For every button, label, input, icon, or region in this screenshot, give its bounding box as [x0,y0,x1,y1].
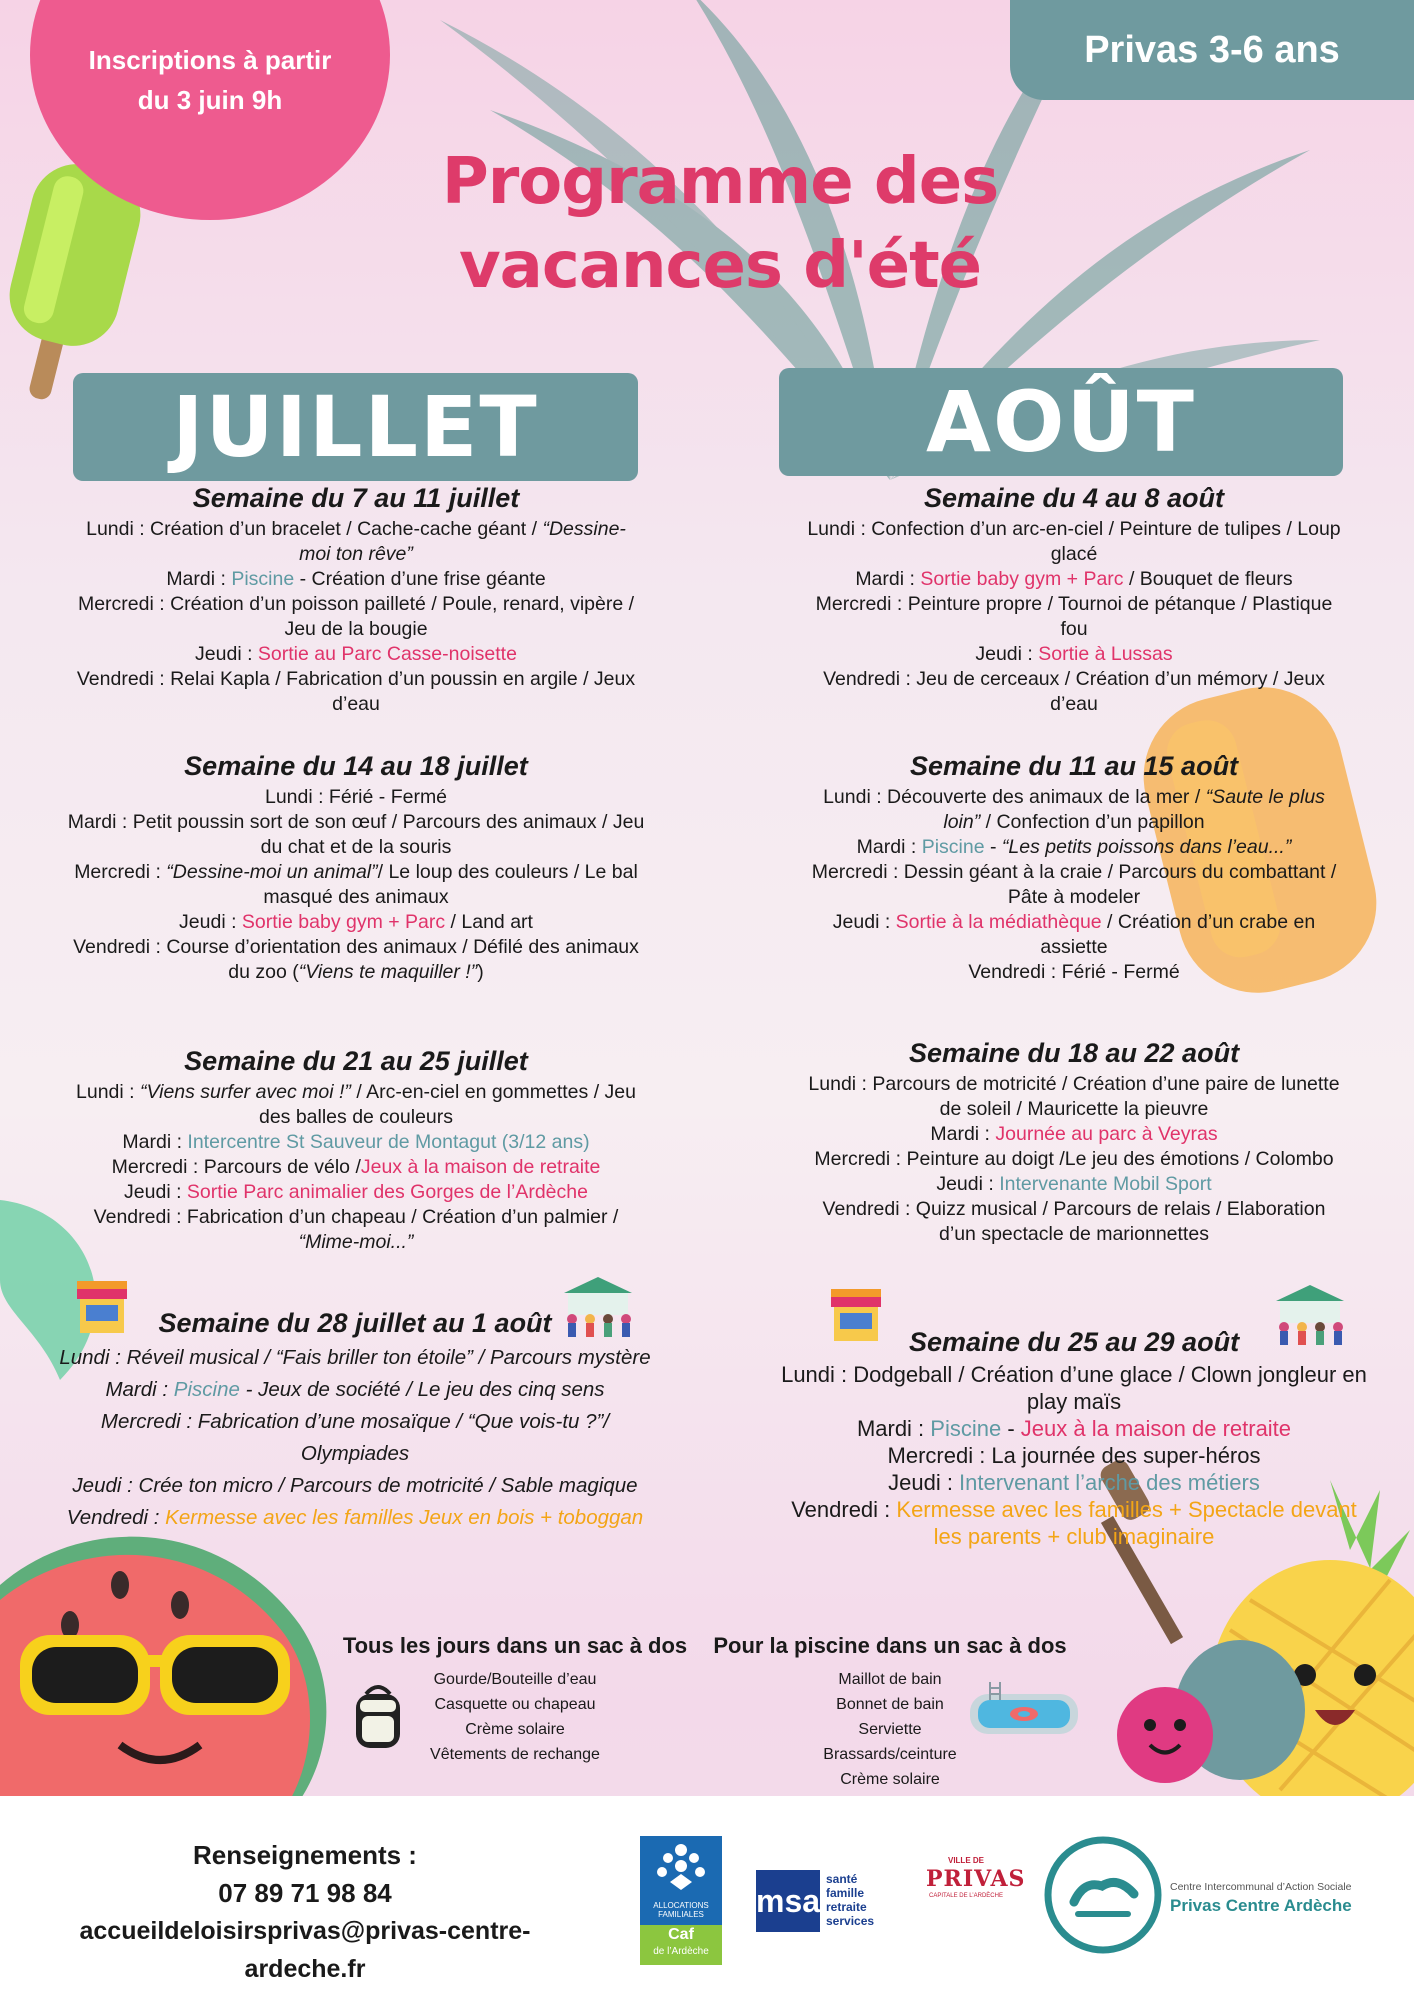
activity-text: Mercredi : Fabrication d’une mosaïque / “Que vois-tu ?”/ [100,1410,610,1433]
activity-text: Lundi : Parcours de motricité / Création d’une paire de lunette [808,1073,1340,1095]
age-group-tab [1010,0,1414,100]
activity-text: Jeudi : [124,1181,187,1203]
activity-line [26,567,686,592]
activity-line [754,860,1394,885]
activity-text: Vendredi : Course d’orientation des animaux / Défilé des animaux [73,936,639,958]
activity-line [26,1230,686,1255]
activity-text: Jeudi : [936,1173,1000,1195]
activity-line [26,642,686,667]
activity-line [754,935,1394,960]
activity-text: - Jeux de société / Le jeu des cinq sens [239,1378,605,1401]
activity-text: - [984,836,1002,858]
activity-line [20,1502,690,1534]
activity-text: Kermesse avec les familles + Spectacle devant [896,1497,1357,1522]
activity-text: Vendredi : Quizz musical / Parcours de relais / Elaboration [822,1198,1326,1220]
activity-text: Mercredi : Dessin géant à la craie / Parcours du combattant / [811,861,1337,883]
activity-text: Mercredi : Peinture propre / Tournoi de pétanque / Plastique [815,593,1333,615]
activity-text: Intercentre St Sauveur de Montagut (3/12 ans) [187,1131,590,1153]
page-title-line-1: Programme des [441,145,999,219]
ville-de-privas-logo [926,1856,1026,1946]
activity-line [754,567,1394,592]
ville-small-label: VILLE DE [947,1856,984,1865]
activity-line [26,667,686,692]
activity-line [20,1470,690,1502]
week-title: Semaine du 14 au 18 juillet [184,751,528,781]
activity-line [754,542,1394,567]
family-gathering-icon [1268,1283,1352,1347]
pool-kit-item: Serviette [858,1721,922,1738]
activity-text: Jeu de la bougie [284,618,428,640]
activity-line [26,935,686,960]
activity-text: Vendredi : Fabrication d’un chapeau / Création d’un palmier / [93,1206,619,1228]
activity-text: “Dessine- [542,518,626,540]
august-banner [779,368,1343,476]
activity-text: Intervenant l’arche des métiers [959,1470,1260,1495]
activity-text: “Mime-moi...” [298,1231,414,1253]
week-title: Semaine du 7 au 11 juillet [192,483,520,513]
august-week-2 [754,749,1394,985]
activity-line [754,642,1394,667]
msa-logo [756,1870,896,1932]
activity-text: Kermesse avec les familles Jeux en bois + toboggan [165,1506,644,1529]
page-title-line-2: vacances d'été [458,229,982,303]
msa-wordmark: msa [756,1870,820,1932]
activity-text: du zoo ( [228,961,299,983]
activity-line [26,1155,686,1180]
week-title: Semaine du 18 au 22 août [908,1038,1240,1068]
activity-line [20,1438,690,1470]
july-week-3 [26,1044,686,1255]
activity-text: Mardi : [856,836,922,858]
activity-text: Lundi : Découverte des animaux de la mer / [823,786,1206,808]
activity-text: Olympiades [300,1442,410,1465]
pool-kit-item: Maillot de bain [838,1671,942,1688]
activity-text: / Le loup des couleurs / Le bal [377,861,638,883]
august-week-3 [754,1036,1394,1247]
activity-text: Lundi : Dodgeball / Création d’une glace / Clown jongleur en [781,1362,1367,1387]
activity-line [26,1080,686,1105]
activity-text: “Saute le plus [1205,786,1325,808]
activity-text: Mardi : [122,1131,188,1153]
activity-line [20,1406,690,1438]
activity-text: - [1001,1416,1021,1441]
activity-text: Jeux à la maison de retraite [360,1156,601,1178]
activity-text: Sortie Parc animalier des Gorges de l’Ardèche [186,1181,588,1203]
activity-text: fou [1060,618,1088,640]
ville-name: PRIVAS [926,1866,1026,1892]
footer [0,1796,1414,2000]
activity-text: Mercredi : Parcours de vélo / [111,1156,361,1178]
activity-line [754,692,1394,717]
activity-line [754,1072,1394,1097]
activity-text: masqué des animaux [263,886,449,908]
kermesse-stand-icon [72,1277,132,1337]
caf-logo [640,1836,722,1960]
caf-subtitle: de l’Ardèche [653,1946,709,1957]
pool-kit-title: Pour la piscine dans un sac à dos [713,1633,1067,1658]
activity-text: d’un spectacle de marionnettes [939,1223,1209,1245]
activity-text: Piscine [173,1378,240,1401]
activity-text: ) [477,961,484,983]
activity-text: Mercredi : Peinture au doigt /Le jeu des émotions / Colombo [814,1148,1334,1170]
activity-text: moi ton rêve” [299,543,413,565]
activity-text: d’eau [332,693,380,715]
activity-text: Jeudi : [195,643,258,665]
activity-text: Sortie à la médiathèque [895,911,1102,933]
contact-phone[interactable]: 07 89 71 98 84 [218,1878,392,1908]
activity-text: Piscine [921,836,985,858]
week-title: Semaine du 11 au 15 août [909,751,1239,781]
activity-text: Mercredi : La journée des super-héros [887,1443,1261,1468]
activity-text: Jeudi : [975,643,1039,665]
activity-text: des balles de couleurs [258,1106,454,1128]
activity-line [26,1130,686,1155]
activity-text: de soleil / Mauricette la pieuvre [939,1098,1209,1120]
activity-line [754,1172,1394,1197]
registration-text: Inscriptions à partir du 3 juin 9h [88,45,332,115]
activity-text: du chat et de la souris [260,836,452,858]
activity-text: “Viens te maquiller !” [298,961,478,983]
activity-line [26,885,686,910]
activity-line [26,910,686,935]
activity-text: Lundi : [76,1081,140,1103]
august-week-1 [754,481,1394,717]
activity-line [754,592,1394,617]
contact-block [40,1836,570,1988]
activity-text: Mardi : [930,1123,996,1145]
activity-text: Sortie à Lussas [1038,643,1173,665]
activity-text: “Dessine-moi un animal” [166,861,378,883]
activity-text: Jeudi : Crée ton micro / Parcours de motricité / Sable magique [72,1474,638,1497]
activity-line [26,785,686,810]
daily-kit-item: Vêtements de rechange [430,1746,600,1763]
activity-line [26,692,686,717]
activity-text: Journée au parc à Veyras [995,1123,1218,1145]
activity-line [26,517,686,542]
activity-text: Lundi : Création d’un bracelet / Cache-cache géant / [86,518,543,540]
msa-line: services [826,1914,875,1928]
caf-name: Caf [668,1926,694,1943]
activity-text: Mardi : Petit poussin sort de son œuf / Parcours des animaux / Jeu [67,811,645,833]
activity-text: les parents + club imaginaire [933,1524,1215,1549]
july-banner [73,373,638,481]
pool-kit-item: Crème solaire [840,1771,940,1788]
caf-line-1: ALLOCATIONS [653,1901,709,1910]
caf-emblem-icon [640,1836,722,1896]
activity-line [754,1361,1394,1388]
msa-line: famille [826,1886,865,1900]
contact-label: Renseignements : [193,1840,417,1870]
activity-line [754,835,1394,860]
activity-line [754,960,1394,985]
activity-text: / Création d’un crabe en [1101,911,1316,933]
activity-line [26,1205,686,1230]
activity-line [26,1105,686,1130]
msa-line: retraite [826,1900,867,1914]
week-title: Semaine du 28 juillet au 1 août [158,1308,552,1338]
activity-text: Intervenante Mobil Sport [999,1173,1212,1195]
activity-text: / Land art [445,911,533,933]
activity-text: “Viens surfer avec moi !” [139,1081,351,1103]
age-group-label: Privas 3-6 ans [1084,28,1340,71]
activity-text: Mercredi : [74,861,167,883]
cias-text [1170,1880,1410,1918]
activity-text: Mardi : [105,1378,174,1401]
activity-text: Piscine [231,568,295,590]
activity-line [26,592,686,617]
activity-text: d’eau [1050,693,1098,715]
activity-text: Pâte à modeler [1007,886,1141,908]
activity-text: Vendredi : Férié - Fermé [968,961,1180,983]
cias-emblem-icon [1044,1836,1162,1954]
activity-text: Jeux à la maison de retraite [1020,1416,1292,1441]
daily-kit-item: Gourde/Bouteille d’eau [433,1671,597,1688]
caf-line-2: FAMILIALES [658,1910,704,1919]
activity-line [754,1388,1394,1415]
daily-kit-item: Casquette ou chapeau [434,1696,596,1713]
july-week-2 [26,749,686,985]
activity-line [754,517,1394,542]
activity-text: Sortie au Parc Casse-noisette [257,643,517,665]
activity-line [754,1197,1394,1222]
activity-line [754,1222,1394,1247]
pool-kit-item: Brassards/ceinture [823,1746,957,1763]
activity-text: “Les petits poissons dans l’eau...” [1001,836,1292,858]
msa-line: santé [826,1872,858,1886]
activity-text: Vendredi : [791,1497,897,1522]
activity-line [26,835,686,860]
page-title [380,140,1060,308]
activity-line [26,960,686,985]
week-title: Semaine du 4 au 8 août [923,483,1225,513]
activity-line [754,1523,1394,1550]
pool-kit-item: Bonnet de bain [836,1696,944,1713]
activity-line [26,860,686,885]
activity-line [754,667,1394,692]
contact-email[interactable]: accueildeloisirsprivas@privas-centre-ardeche.fr [79,1917,531,1983]
july-week-1 [26,481,686,717]
activity-line [754,1147,1394,1172]
activity-line [754,617,1394,642]
activity-text: Vendredi : [66,1506,166,1529]
activity-line [754,1496,1394,1523]
activity-line [26,617,686,642]
august-banner-label: AOÛT [926,373,1196,471]
activity-line [754,1415,1394,1442]
backpack-icon [348,1680,408,1752]
activity-line [754,785,1394,810]
activity-line [26,542,686,567]
activity-text: Lundi : Réveil musical / “Fais briller ton étoile” / Parcours mystère [59,1346,651,1369]
kermesse-stand-icon [826,1285,886,1345]
activity-text: loin” [943,811,981,833]
activity-text: - Création d’une frise géante [294,568,546,590]
activity-text: / Bouquet de fleurs [1123,568,1293,590]
july-banner-label: JUILLET [172,378,539,476]
activity-text: Mardi : [856,1416,931,1441]
activity-text: play maïs [1026,1389,1122,1414]
daily-kit-item: Crème solaire [465,1721,565,1738]
swimming-pool-icon [966,1680,1082,1740]
activity-text: Lundi : Confection d’un arc-en-ciel / Peinture de tulipes / Loup [807,518,1341,540]
activity-line [26,810,686,835]
activity-line [754,1469,1394,1496]
activity-line [20,1342,690,1374]
activity-text: Lundi : Férié - Fermé [264,786,448,808]
cias-line-2: Privas Centre Ardèche [1170,1896,1352,1915]
activity-line [754,1122,1394,1147]
activity-text: Mardi : [855,568,921,590]
activity-line [20,1374,690,1406]
activity-text: / Arc-en-ciel en gommettes / Jeu [350,1081,636,1103]
july-week-4 [20,1306,690,1534]
activity-line [754,810,1394,835]
activity-text: Jeudi : [832,911,896,933]
daily-kit-title: Tous les jours dans un sac à dos [342,1633,688,1658]
activity-text: Sortie baby gym + Parc [241,911,446,933]
activity-text: glacé [1050,543,1098,565]
activity-text: Jeudi : [888,1470,960,1495]
activity-text: Mercredi : Création d’un poisson pailleté / Poule, renard, vipère / [77,593,635,615]
week-title: Semaine du 25 au 29 août [908,1327,1240,1357]
activity-text: Jeudi : [179,911,242,933]
activity-text: Vendredi : Jeu de cerceaux / Création d’un mémory / Jeux [823,668,1325,690]
activity-text: Vendredi : Relai Kapla / Fabrication d’un poussin en argile / Jeux [76,668,636,690]
activity-line [754,1442,1394,1469]
activity-line [26,1180,686,1205]
august-week-4 [754,1325,1394,1550]
activity-text: Sortie baby gym + Parc [920,568,1124,590]
week-title: Semaine du 21 au 25 juillet [184,1046,528,1076]
ville-subtitle: CAPITALE DE L’ARDÈCHE [929,1893,1003,1899]
cias-line-1: Centre Intercommunal d’Action Sociale [1170,1881,1352,1893]
activity-text: Mardi : [166,568,232,590]
activity-text: / Confection d’un papillon [980,811,1205,833]
activity-line [754,1097,1394,1122]
activity-line [754,910,1394,935]
activity-text: assiette [1040,936,1108,958]
activity-line [754,885,1394,910]
activity-text: Piscine [930,1416,1002,1441]
family-gathering-icon [556,1275,640,1339]
